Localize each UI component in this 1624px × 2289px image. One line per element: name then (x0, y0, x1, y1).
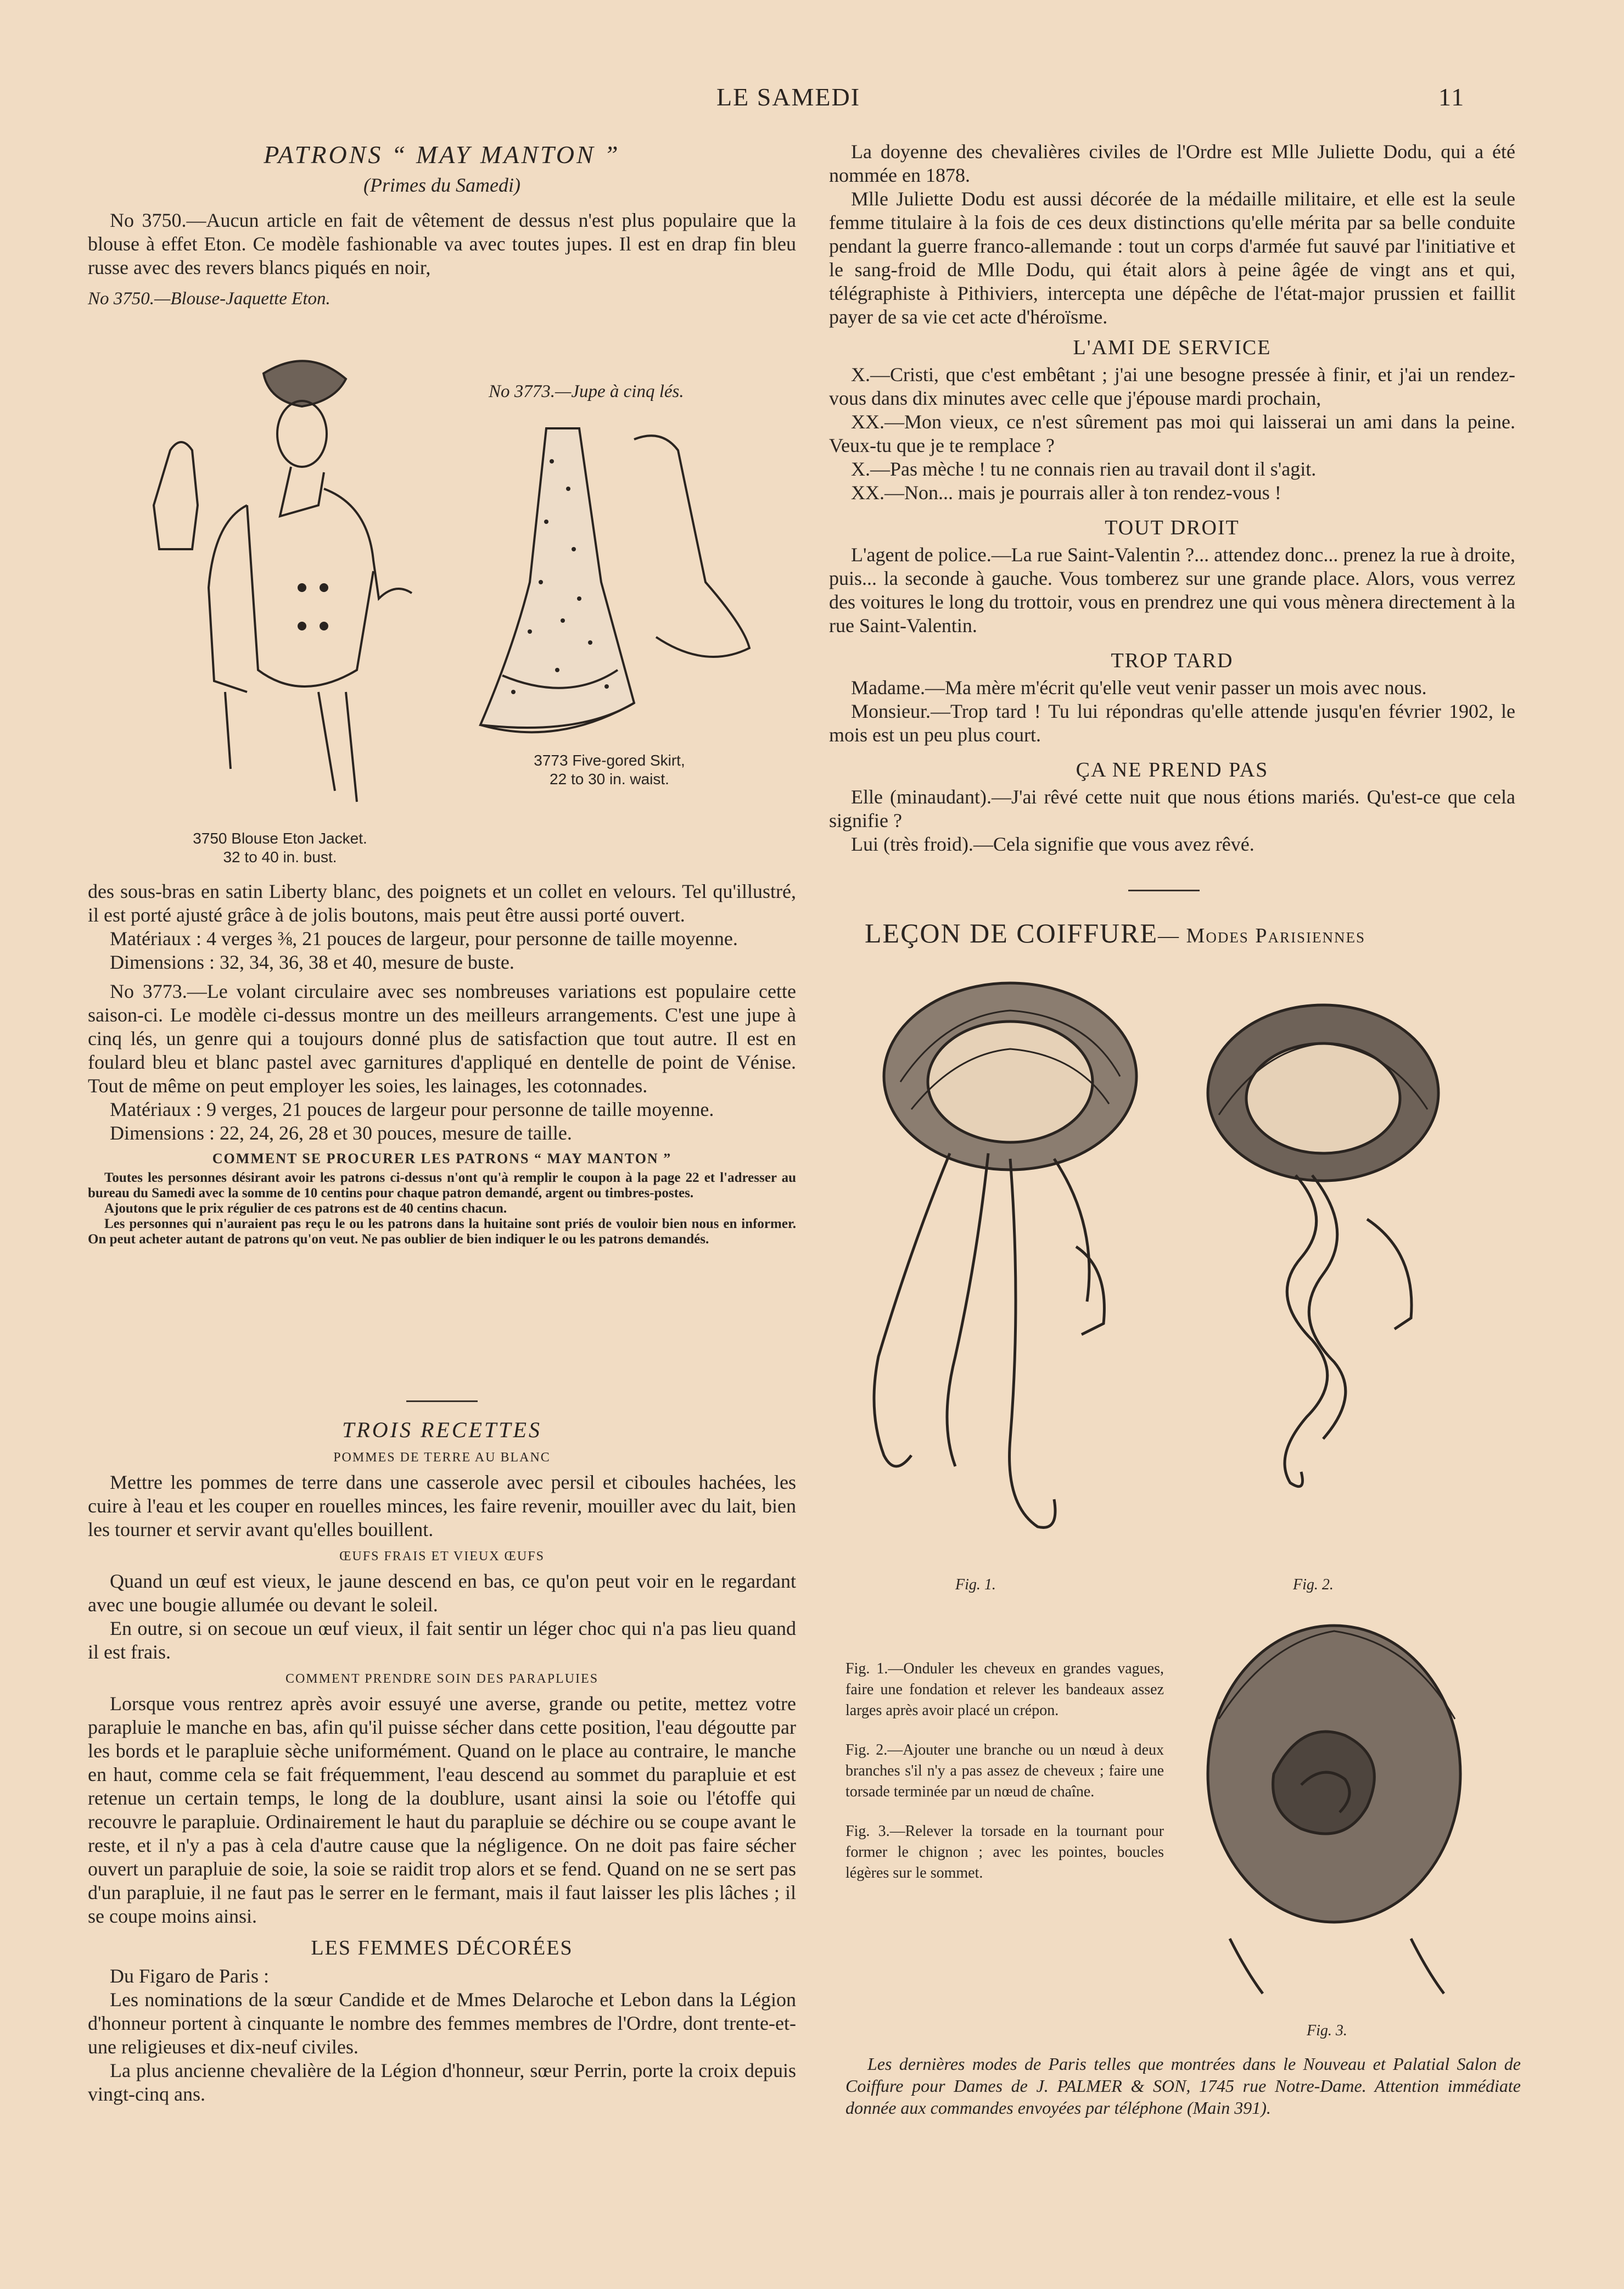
tout-droit-title: TOUT DROIT (1105, 516, 1240, 539)
pattern-3750-intro: No 3750.—Aucun article en fait de vêtement de dessus n'est plus populaire que la blouse à effet Eton. Ce modèle fashionable va avec toutes jupes. Il est en drap fin bleu russe avec des revers blancs piqués en noir, (88, 209, 796, 278)
fig-3773-caption: 3773 Five-gored Skirt, 22 to 30 in. waist. (534, 752, 685, 788)
recipe-2-text-1: Quand un œuf est vieux, le jaune descend en bas, ce qu'on peut voir en le regardant avec une bougie allumée ou devant le soleil. (88, 1570, 796, 1616)
decorated-women-3: La plus ancienne chevalière de la Légion d'honneur, sœur Perrin, porte la croix depuis vingt-cinq ans. (88, 2059, 796, 2105)
fig-2-label: Fig. 2. (1293, 1576, 1334, 1593)
tout-droit-text: L'agent de police.—La rue Saint-Valentin ?... attendez donc... prenez la rue à droite, puis... la seconde à gauche. Vous tomberez sur une grande place. Alors, vous verrez des voitures le long du trottoir, vous en prendrez une qui vous mènera directement à la rue Saint-Valentin. (829, 544, 1515, 637)
recipe-1-text: Mettre les pommes de terre dans une casserole avec persil et ciboules hachées, les cuire à l'eau et les couper en rouelles minces, les faire revenir, mouiller avec du lait, bien les tourner et servir avant qu'elles bouillent. (88, 1471, 796, 1540)
dodu-1: La doyenne des chevalières civiles de l'Ordre est Mlle Juliette Dodu, qui a été nommée en 1878. (829, 141, 1515, 186)
recipes-section (88, 1417, 796, 2106)
hairstyle-notes (845, 1659, 1164, 1884)
ca-ne-prend-pas-1: Elle (minaudant).—J'ai rêvé cette nuit que nous étions mariés. Qu'est-ce que cela signifie ? (829, 786, 1515, 831)
pattern-3750-dimensions: Dimensions : 32, 34, 36, 38 et 40, mesure de buste. (110, 951, 514, 973)
trop-tard-2: Monsieur.—Trop tard ! Tu lui répondras qu'elle attende jusqu'en février 1902, le mois est un peu plus court. (829, 700, 1515, 746)
pattern-3773-text: No 3773.—Le volant circulaire avec ses nombreuses variations est populaire cette saison-ci. Le modèle ci-dessus montre un des meilleurs arrangements. C'est une jupe à cinq lés, un genre qui a toujours donné plus de satisfaction que tout autre. Il est en foulard bleu et blanc pastel avec garnitures d'appliqué en dentelle de point de Vénise. Tout de même on peut employer les soies, les lainages, les cotonnades. (88, 980, 796, 1097)
dodu-2: Mlle Juliette Dodu est aussi décorée de la médaille militaire, et elle est la seule femme titulaire à la fois de ces deux distinctions qu'elle mérita par sa belle conduite pendant la guerre franco-allemande : tout un corps d'armée fut sauvé par l'initiative et le sang-froid de Mlle Dodu, qui était alors à peine âgée de vingt ans et qui, télégraphiste à Pithiviers, intercepta une dépêche de l'état-major prussien et faillit payer de sa vie cet acte d'héroïsme. (829, 188, 1515, 328)
trop-tard-1: Madame.—Ma mère m'écrit qu'elle veut venir passer un mois avec nous. (851, 677, 1427, 699)
recipes-title: TROIS RECETTES (342, 1417, 542, 1442)
fig-3750-label: No 3750.—Blouse-Jaquette Eton. (88, 289, 331, 309)
five-gored-skirt-illustration (469, 417, 755, 752)
recipe-3-title: COMMENT PRENDRE SOIN DES PARAPLUIES (285, 1672, 599, 1686)
hairstyle-fig-2-illustration (1158, 1000, 1466, 1560)
patterns-title: PATRONS “ MAY MANTON ” (264, 141, 620, 169)
divider (406, 1400, 478, 1402)
recipe-2-text-2: En outre, si on secoue un œuf vieux, il fait sentir un léger choc qui n'a pas lieu quand il est frais. (88, 1617, 796, 1663)
coiffure-subtitle: — Modes Parisiennes (1158, 924, 1365, 947)
pattern-3773-dimensions: Dimensions : 22, 24, 26, 28 et 30 pouces, mesure de taille. (110, 1122, 572, 1144)
salon-advert (845, 2053, 1521, 2119)
recipe-2-title: ŒUFS FRAIS ET VIEUX ŒUFS (339, 1549, 545, 1564)
decorated-women-title: LES FEMMES DÉCORÉES (311, 1936, 573, 1959)
recipe-1-title: POMMES DE TERRE AU BLANC (333, 1450, 551, 1465)
decorated-women-2: Les nominations de la sœur Candide et de Mmes Delaroche et Lebon dans la Légion d'honneur portent à cinquante le nombre des femmes membres de l'Ordre, dont trente-et-une religieuses et dix-neuf civiles. (88, 1989, 796, 2058)
ca-ne-prend-pas-2: Lui (très froid).—Cela signifie que vous avez rêvé. (851, 833, 1255, 855)
ami-line-2: XX.—Mon vieux, ce n'est sûrement pas moi qui laisserai un ami dans la peine. Veux-tu que je te remplace ? (829, 411, 1515, 456)
masthead-title: LE SAMEDI (716, 83, 861, 111)
hairstyle-fig-3-illustration (1180, 1609, 1488, 2005)
coiffure-title: LEÇON DE COIFFURE (865, 918, 1158, 948)
patterns-subtitle: (Primes du Samedi) (363, 174, 520, 196)
ami-line-4: XX.—Non... mais je pourrais aller à ton rendez-vous ! (851, 482, 1281, 504)
ami-line-3: X.—Pas mèche ! tu ne connais rien au travail dont il s'agit. (851, 458, 1317, 480)
trop-tard-title: TROP TARD (1111, 649, 1234, 672)
ami-title: L'AMI DE SERVICE (1073, 336, 1272, 359)
pattern-3773-materials: Matériaux : 9 verges, 21 pouces de largeur pour personne de taille moyenne. (110, 1098, 714, 1120)
how-to-order-title: COMMENT SE PROCURER LES PATRONS “ MAY MANTON ” (212, 1151, 672, 1166)
how-to-order-2: Ajoutons que le prix régulier de ces patrons est de 40 centins chacun. (104, 1201, 507, 1216)
divider (1128, 890, 1200, 891)
patterns-body (88, 880, 796, 1247)
how-to-order-3: Les personnes qui n'auraient pas reçu le ou les patrons dans la huitaine sont priés de vouloir bien nous en informer. On peut acheter autant de patrons qu'on veut. Ne pas oublier de bien indiquer le ou les patrons demandés. (88, 1216, 796, 1247)
decorated-women-1: Du Figaro de Paris : (110, 1965, 269, 1987)
fig-3773-label: No 3773.—Jupe à cinq lés. (489, 382, 684, 401)
ca-ne-prend-pas-title: ÇA NE PREND PAS (1076, 758, 1269, 781)
coiffure-heading (865, 917, 1365, 949)
pattern-3750-cont: des sous-bras en satin Liberty blanc, des poignets et un collet en velours. Tel qu'illustré, il est porté ajusté grâce à de jolis boutons, mais peut être aussi porté ouvert. (88, 880, 796, 926)
patterns-section (88, 140, 796, 311)
salon-advert-text: Les dernières modes de Paris telles que montrées dans le Nouveau et Palatial Salon de Coiffure pour Dames de J. PALMER & SON, 1745 rue Notre-Dame. Attention immédiate donnée aux commandes envoyées par téléphone (Main 391). (845, 2054, 1521, 2118)
fig-3750-caption: 3750 Blouse Eton Jacket. 32 to 40 in. bust. (193, 830, 367, 866)
ami-line-1: X.—Cristi, que c'est embêtant ; j'ai une besogne pressée à finir, et j'ai un rendez-vous dans dix minutes avec celle que j'épouse mardi prochain, (829, 364, 1515, 409)
right-column (829, 140, 1515, 856)
fig-2-note: Fig. 2.—Ajouter une branche ou un nœud à deux branches s'il n'y a pas assez de cheveux ; faire une torsade terminée par un nœud de chaîne. (845, 1741, 1164, 1800)
eton-jacket-illustration (137, 340, 445, 824)
page-number: 11 (1438, 83, 1465, 111)
fig-3-label: Fig. 3. (1307, 2022, 1347, 2039)
fig-3-note: Fig. 3.—Relever la torsade en la tournant pour former le chignon ; avec les pointes, boucles légères sur le sommet. (845, 1823, 1164, 1882)
fig-1-note: Fig. 1.—Onduler les cheveux en grandes vagues, faire une fondation et relever les bandeaux assez larges après avoir placé un crépon. (845, 1660, 1164, 1719)
pattern-3750-materials: Matériaux : 4 verges ⅜, 21 pouces de largeur, pour personne de taille moyenne. (110, 928, 738, 950)
recipe-3-text: Lorsque vous rentrez après avoir essuyé une averse, grande ou petite, mettez votre parapluie le manche en bas, afin qu'il puisse sécher dans cette position, l'eau dégoutte par les bords et le parapluie sèche uniformément. Quand on le place au contraire, le manche en haut, comme cela se fait fréquemment, l'eau descend au sommet du parapluie et est retenue un certain temps, le long de la doublure, usant ainsi la soie ou l'étoffe qui recouvre le parapluie. Ordinairement le haut du parapluie se déchire ou se coupe avant le reste, et il n'y a pas à cela d'autre cause que la négligence. On ne doit pas faire sécher ouvert un parapluie de soie, la soie se raidit trop alors et se fend. Quand on ne se sert pas d'un parapluie, il ne faut pas le serrer en le fermant, mais il faut laisser les plis lâches ; il se coupe moins ainsi. (88, 1693, 796, 1927)
fig-1-label: Fig. 1. (955, 1576, 996, 1593)
how-to-order-1: Toutes les personnes désirant avoir les patrons ci-dessus n'ont qu'à remplir le coupon à la page 22 et l'adresser au bureau du Samedi avec la somme de 10 centins pour chaque patron demandé, argent ou timbres-postes. (88, 1170, 796, 1201)
hairstyle-fig-1-illustration (845, 972, 1153, 1576)
